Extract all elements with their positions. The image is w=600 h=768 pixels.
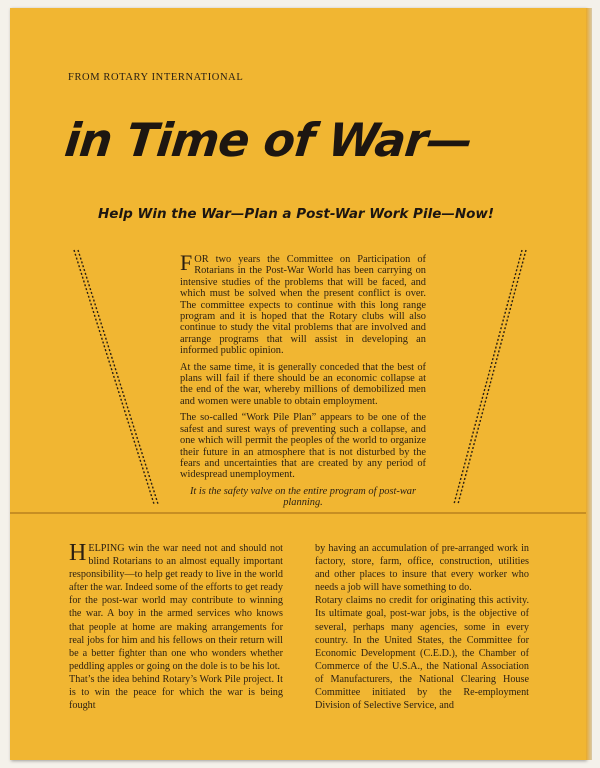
right-paragraph-1: by having an accumulation of pre-arranged work in factory, store, farm, office, construction, utilities and other places to insure that every worker who needs a job will have something to do. bbox=[315, 543, 529, 594]
dropcap-f: F bbox=[180, 250, 193, 275]
right-decorative-lines bbox=[440, 246, 540, 508]
right-paragraph-2: Rotary claims no credit for originating this activity. Its ultimate goal, post-war jobs, is the objective of several, perhaps many agencies, some in every country. In the United States, the Committee for Economic Development (C.E.D.), the Chamber of Commerce of the U.S.A., the National Association of Manufacturers, the National Clearing House Committee initiated by the Re-employment Division of Selective Service, and bbox=[315, 595, 529, 712]
intro-paragraph-3: The so-called “Work Pile Plan” appears to be one of the safest and surest ways of preventing such a collapse, and one which will permit the peoples of the world to organize their future in an atmosphere that is not disturbed by the fears and uncertainties that are created by any period of widespread unemployment. bbox=[180, 412, 426, 481]
document-page bbox=[10, 8, 586, 760]
left-decorative-lines bbox=[68, 246, 168, 508]
page-edge bbox=[586, 8, 592, 760]
source-line: FROM ROTARY INTERNATIONAL bbox=[68, 72, 244, 83]
intro-quote: It is the safety valve on the entire program of post-war planning. bbox=[189, 485, 417, 509]
left-paragraph-1: HELPING win the war need not and should not blind Rotarians to an almost equally important responsibility—to help get ready to live in the world after the war. Indeed some of the efforts to get ready for the post-war world may contribute to winning the war. A boy in the armed services who knows that people at home are making arrangements for real jobs for him and his fellows on their return will be a better fighter than one who wonders whether peddling apples or going on the dole is to be his lot. bbox=[69, 540, 283, 672]
left-paragraph-2: That’s the idea behind Rotary’s Work Pile project. It is to win the peace for which the war is being fought bbox=[69, 673, 283, 712]
dropcap-h: H bbox=[69, 540, 87, 566]
intro-text-block bbox=[180, 250, 426, 514]
headline: in Time of War— bbox=[62, 113, 475, 167]
fold-line bbox=[10, 512, 586, 514]
left-column bbox=[69, 542, 283, 712]
subheadline: Help Win the War—Plan a Post-War Work Pile—Now! bbox=[98, 206, 495, 222]
intro-paragraph-1: FOR two years the Committee on Participation of Rotarians in the Post-War World has been carrying on intensive studies of the problems that will be faced, and which must be solved when the present conflict is over. The committee expects to continue with this long range program and it is hoped that the Rotary clubs will also continue to study the vital problems that are involved and arrange programs that will assist in developing an informed public opinion. bbox=[180, 250, 426, 357]
intro-paragraph-2: At the same time, it is generally conceded that the best of plans will fail if there should be an economic collapse at the end of the war, whereby millions of demobilized men and women were unable to obtain employment. bbox=[180, 361, 426, 407]
right-column bbox=[315, 542, 529, 712]
